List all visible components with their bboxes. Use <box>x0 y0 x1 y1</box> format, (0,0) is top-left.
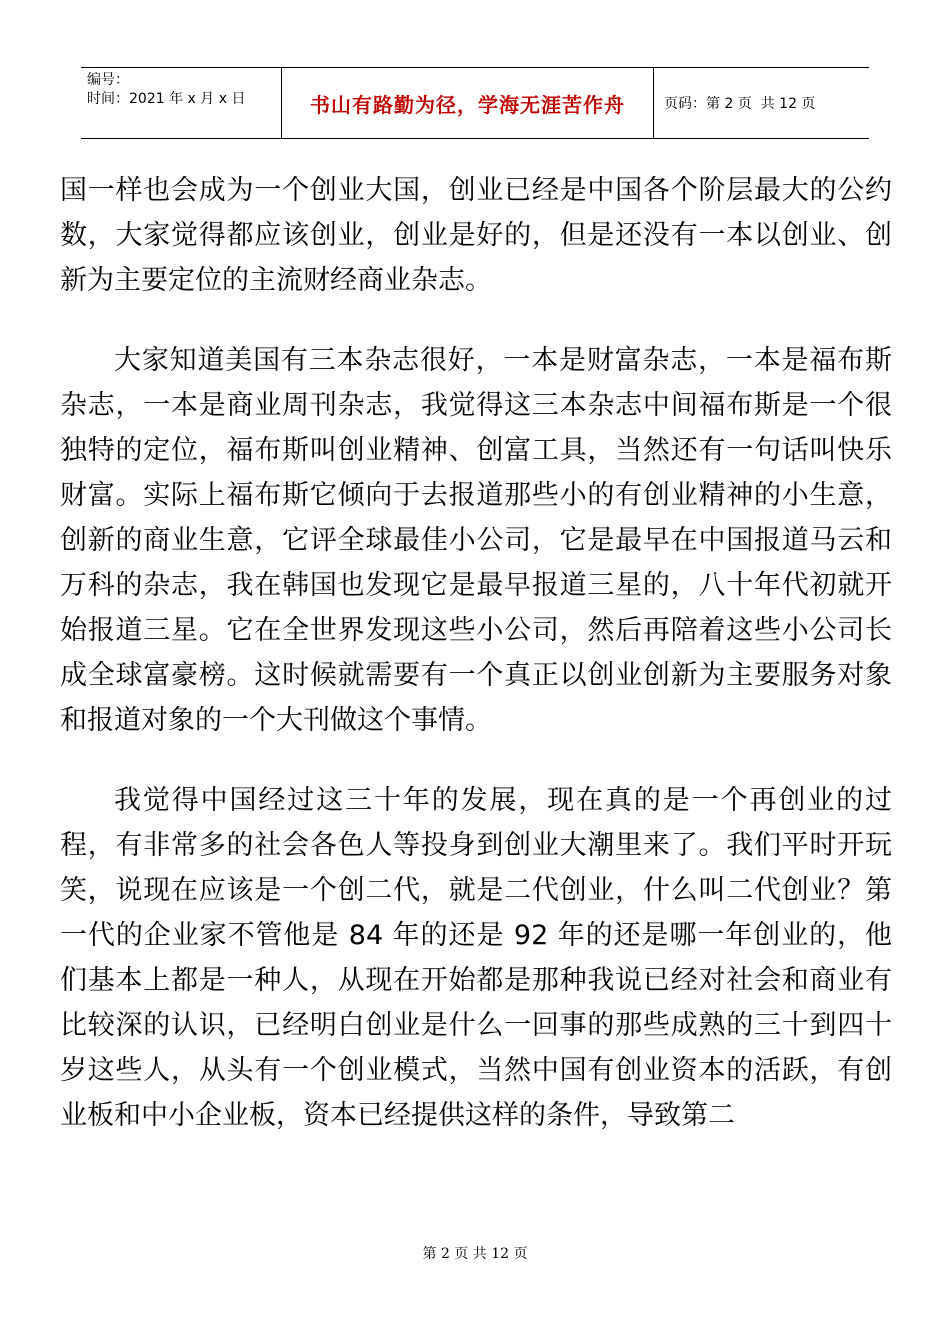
page-header <box>81 67 869 139</box>
document-date-label: 时间：2021 年 x 月 x 日 <box>87 91 246 107</box>
header-page-info: 页码：第 2 页 共 12 页 <box>664 96 816 112</box>
header-page-cell <box>654 68 869 138</box>
body-paragraph: 我觉得中国经过这三十年的发展，现在真的是一个再创业的过程，有非常多的社会各色人等投身到创业大潮里来了。我们平时开玩笑，说现在应该是一个创二代，就是二代创业，什么叫二代创业？第一代的企业家不管他是 84 年的还是 92 年的还是哪一年创业的，他们基本上都是一种人，从现在开始都是那种我说已经对社会和商业有比较深的认识，已经明白创业是什么一回事的那些成熟的三十到四十岁这些人，从头有一个创业模式，当然中国有创业资本的活跃，有创业板和中小企业板，资本已经提供这样的条件，导致第二 <box>60 785 892 1131</box>
document-number-label: 编号： <box>87 72 129 88</box>
document-body <box>60 168 892 1138</box>
header-motto-cell <box>282 68 654 138</box>
header-motto: 书山有路勤为径，学海无涯苦作舟 <box>310 92 625 117</box>
page-footer: 第 2 页 共 12 页 <box>422 1246 528 1262</box>
body-paragraph: 大家知道美国有三本杂志很好，一本是财富杂志，一本是福布斯杂志，一本是商业周刊杂志，我觉得这三本杂志中间福布斯是一个很独特的定位，福布斯叫创业精神、创富工具，当然还有一句话叫快乐财富。实际上福布斯它倾向于去报道那些小的有创业精神的小生意，创新的商业生意，它评全球最佳小公司，它是最早在中国报道马云和万科的杂志，我在韩国也发现它是最早报道三星的，八十年代初就开始报道三星。它在全世界发现这些小公司，然后再陪着这些小公司长成全球富豪榜。这时候就需要有一个真正以创业创新为主要服务对象和报道对象的一个大刊做这个事情。 <box>60 345 892 736</box>
header-meta-cell <box>81 68 282 138</box>
body-paragraph: 国一样也会成为一个创业大国，创业已经是中国各个阶层最大的公约数，大家觉得都应该创业，创业是好的，但是还没有一本以创业、创新为主要定位的主流财经商业杂志。 <box>60 175 892 296</box>
